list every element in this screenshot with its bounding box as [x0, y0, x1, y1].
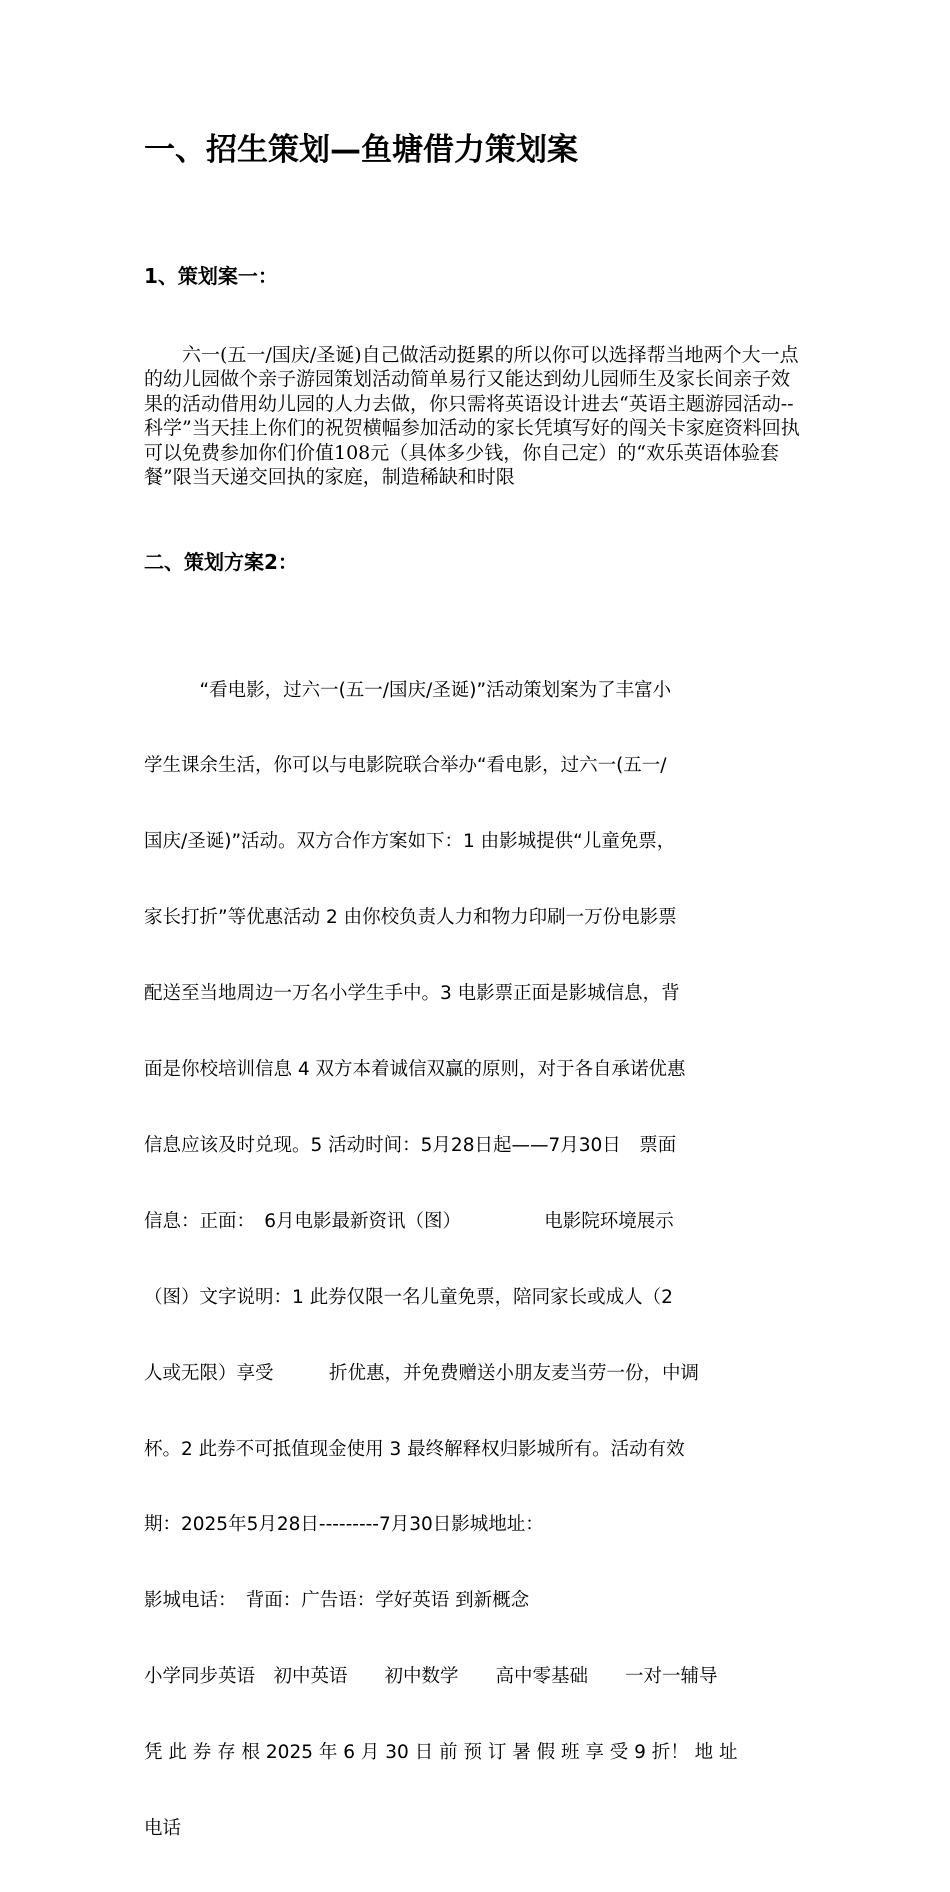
document-title: 一、招生策划—鱼塘借力策划案 — [144, 132, 578, 168]
section2-line: 影城电话： 背面：广告语：学好英语 到新概念 — [144, 1590, 530, 1612]
section2-line: 电话 — [144, 1817, 182, 1839]
section2-line: （图）文字说明：1 此券仅限一名儿童免票，陪同家长或成人（2 — [144, 1286, 673, 1308]
section2-line: “看电影，过六一(五一/国庆/圣诞)”活动策划案为了丰富小 — [144, 679, 672, 701]
section1-heading: 1、策划案一： — [144, 264, 278, 288]
section2-line: 人或无限）享受 折优惠，并免费赠送小朋友麦当劳一份，中调 — [144, 1362, 700, 1384]
section2-line: 信息应该及时兑现。5 活动时间：5月28日起——7月30日 票面 — [144, 1134, 677, 1156]
section2-body — [144, 627, 808, 1892]
section2-line: 学生课余生活，你可以与电影院联合举办“看电影，过六一(五一/ — [144, 755, 667, 777]
section2-line: 信息：正面： 6月电影最新资讯（图） 电影院环境展示 — [144, 1210, 674, 1232]
section2-line: 面是你校培训信息 4 双方本着诚信双赢的原则，对于各自承诺优惠 — [144, 1059, 686, 1081]
section2-line: 配送至当地周边一万名小学生手中。3 电影票正面是影城信息，背 — [144, 983, 680, 1005]
section2-line: 期：2025年5月28日---------7月30日影城地址： — [144, 1514, 544, 1536]
section2-line: 杯。2 此券不可抵值现金使用 3 最终解释权归影城所有。活动有效 — [144, 1438, 685, 1460]
section2-heading: 二、策划方案2： — [144, 550, 298, 574]
section1-body: 六一(五一/国庆/圣诞)自己做活动挺累的所以你可以选择帮当地两个大一点的幼儿园做个亲子游园策划活动简单易行又能达到幼儿园师生及家长间亲子效果的活动借用幼儿园的人力去做，你只需将英语设计进去“英语主题游园活动--科学”当天挂上你们的祝贺横幅参加活动的家长凭填写好的闯关卡家庭资料回执可以免费参加你们价值108元（具体多少钱，你自己定）的“欢乐英语体验套餐”限当天递交回执的家庭，制造稀缺和时限 — [144, 344, 800, 489]
section2-line: 小学同步英语 初中英语 初中数学 高中零基础 一对一辅导 — [144, 1666, 718, 1688]
section2-line: 凭 此 券 存 根 2025 年 6 月 30 日 前 预 订 暑 假 班 享 受 9 折！ 地 址 — [144, 1742, 738, 1764]
section2-line: 家长打折”等优惠活动 2 由你校负责人力和物力印刷一万份电影票 — [144, 907, 677, 929]
section2-line: 国庆/圣诞)”活动。双方合作方案如下：1 由影城提供“儿童免票， — [144, 831, 676, 853]
